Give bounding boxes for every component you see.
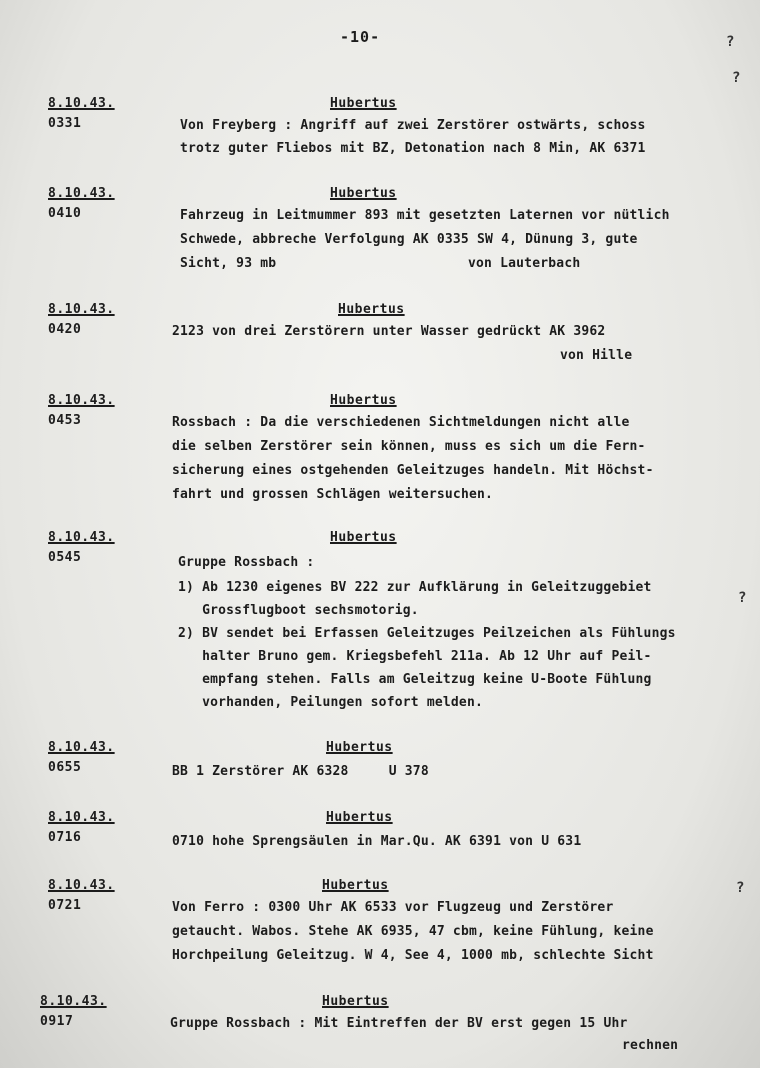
entry-line: Fahrzeug in Leitmummer 893 mit gesetzten Laternen vor nütlich (180, 208, 670, 223)
entry-line: die selben Zerstörer sein können, muss es sich um die Fern- (172, 439, 646, 454)
entry-time: 0331 (48, 116, 82, 131)
entry-date: 8.10.43. (48, 530, 115, 545)
entry-heading: Hubertus (330, 96, 397, 111)
entry-line: 0710 hohe Sprengsäulen in Mar.Qu. AK 6391 von U 631 (172, 834, 582, 849)
entry-line: empfang stehen. Falls am Geleitzug keine U-Boote Fühlung (178, 672, 652, 687)
entry-heading: Hubertus (322, 878, 389, 893)
entry-heading: Hubertus (326, 740, 393, 755)
entry-line: Von Ferro : 0300 Uhr AK 6533 vor Flugzeug und Zerstörer (172, 900, 614, 915)
entry-date: 8.10.43. (40, 994, 107, 1009)
entry-heading: Hubertus (330, 393, 397, 408)
entry-date: 8.10.43. (48, 96, 115, 111)
entry-date: 8.10.43. (48, 186, 115, 201)
entry-date: 8.10.43. (48, 393, 115, 408)
margin-mark: ? (736, 880, 745, 896)
entry-heading: Hubertus (326, 810, 393, 825)
entry-line: Gruppe Rossbach : Mit Eintreffen der BV erst gegen 15 Uhr (170, 1016, 628, 1031)
entry-line: vorhanden, Peilungen sofort melden. (178, 695, 484, 710)
entry-time: 0545 (48, 550, 82, 565)
entry-time: 0917 (40, 1014, 74, 1029)
entry-date: 8.10.43. (48, 878, 115, 893)
entry-line: halter Bruno gem. Kriegsbefehl 211a. Ab 12 Uhr auf Peil- (178, 649, 652, 664)
entry-time: 0716 (48, 830, 82, 845)
entry-line: fahrt und grossen Schlägen weitersuchen. (172, 487, 494, 502)
entry-line: Sicht, 93 mb (180, 256, 277, 271)
margin-mark: ? (726, 34, 735, 50)
entry-time: 0655 (48, 760, 82, 775)
entry-heading: Hubertus (338, 302, 405, 317)
margin-mark: ? (738, 590, 747, 606)
entry-line: 2) BV sendet bei Erfassen Geleitzuges Peilzeichen als Fühlungs (178, 626, 676, 641)
entry-heading: Hubertus (330, 530, 397, 545)
entry-line: Horchpeilung Geleitzug. W 4, See 4, 1000 mb, schlechte Sicht (172, 948, 654, 963)
entry-line: 1) Ab 1230 eigenes BV 222 zur Aufklärung in Geleitzuggebiet (178, 580, 652, 595)
entry-line: rechnen (622, 1038, 679, 1053)
margin-mark: ? (732, 70, 741, 86)
entry-line: getaucht. Wabos. Stehe AK 6935, 47 cbm, keine Fühlung, keine (172, 924, 654, 939)
entry-line: BB 1 Zerstörer AK 6328 U 378 (172, 764, 429, 779)
entry-time: 0410 (48, 206, 82, 221)
entry-signature: von Hille (560, 348, 633, 363)
entry-time: 0453 (48, 413, 82, 428)
entry-date: 8.10.43. (48, 810, 115, 825)
entry-line: Schwede, abbreche Verfolgung AK 0335 SW 4, Dünung 3, gute (180, 232, 638, 247)
entry-time: 0420 (48, 322, 82, 337)
entry-line: Grossflugboot sechsmotorig. (178, 603, 419, 618)
entry-heading: Hubertus (330, 186, 397, 201)
entry-signature: von Lauterbach (468, 256, 581, 271)
entry-line: 2123 von drei Zerstörern unter Wasser gedrückt AK 3962 (172, 324, 606, 339)
entry-line: Von Freyberg : Angriff auf zwei Zerstörer ostwärts, schoss (180, 118, 646, 133)
entry-heading: Hubertus (322, 994, 389, 1009)
entry-time: 0721 (48, 898, 82, 913)
entry-line: trotz guter Fliebos mit BZ, Detonation nach 8 Min, AK 6371 (180, 141, 646, 156)
entry-line: Rossbach : Da die verschiedenen Sichtmeldungen nicht alle (172, 415, 630, 430)
entry-date: 8.10.43. (48, 302, 115, 317)
entry-line: sicherung eines ostgehenden Geleitzuges handeln. Mit Höchst- (172, 463, 654, 478)
entry-line: Gruppe Rossbach : (178, 555, 315, 570)
page-number: -10- (340, 28, 381, 46)
entry-date: 8.10.43. (48, 740, 115, 755)
